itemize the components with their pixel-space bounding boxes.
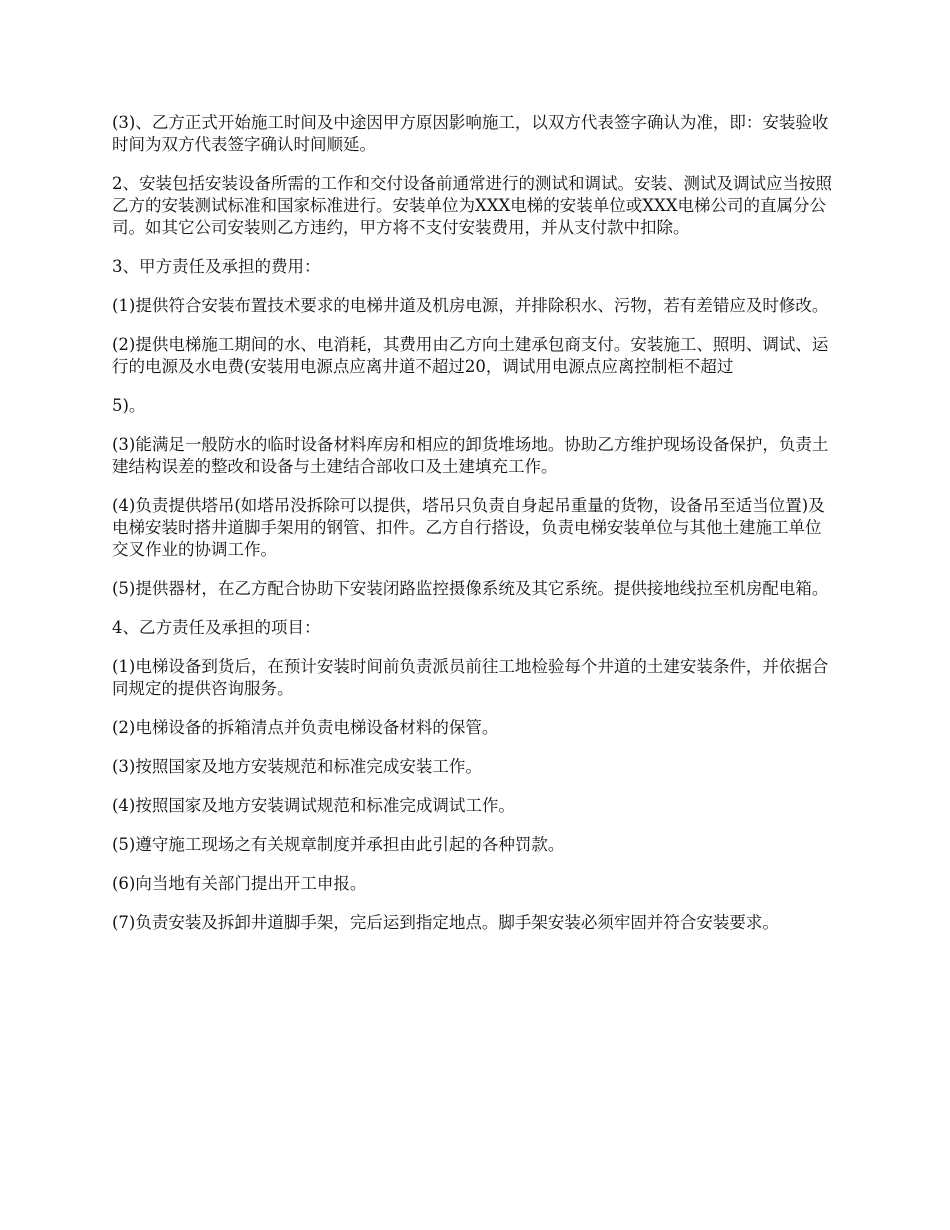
paragraph: (4)按照国家及地方安装调试规范和标准完成调试工作。 xyxy=(112,796,515,815)
paragraph: (6)向当地有关部门提出开工申报。 xyxy=(112,874,367,893)
paragraph: (5)提供器材，在乙方配合协助下安装闭路监控摄像系统及其它系统。提供接地线拉至机房配电箱。 xyxy=(112,579,829,598)
paragraph: (3)按照国家及地方安装规范和标准完成安装工作。 xyxy=(112,757,482,776)
paragraph: (4)负责提供塔吊(如塔吊没拆除可以提供，塔吊只负责自身起吊重量的货物，设备吊至适当位置)及电梯安装时搭井道脚手架用的钢管、扣件。乙方自行搭设，负责电梯安装单位与其他土建施工单位交叉作业的协调工作。 xyxy=(112,496,825,559)
paragraph: (2)提供电梯施工期间的水、电消耗，其费用由乙方向土建承包商支付。安装施工、照明、调试、运行的电源及水电费(安装用电源点应离井道不超过20，调试用电源点应离控制柜不超过 xyxy=(112,335,829,376)
paragraph: (7)负责安装及拆卸井道脚手架，完后运到指定地点。脚手架安装必须牢固并符合安装要求。 xyxy=(112,913,779,932)
paragraph: (3)能满足一般防水的临时设备材料库房和相应的卸货堆场地。协助乙方维护现场设备保护，负责土建结构误差的整改和设备与土建结合部收口及土建填充工作。 xyxy=(112,435,829,476)
section-heading: 4、乙方责任及承担的项目： xyxy=(112,618,321,637)
paragraph: (5)遵守施工现场之有关规章制度并承担由此引起的各种罚款。 xyxy=(112,835,565,854)
paragraph: (2)电梯设备的拆箱清点并负责电梯设备材料的保管。 xyxy=(112,718,499,737)
section-heading: 3、甲方责任及承担的费用： xyxy=(112,257,321,276)
paragraph: (1)电梯设备到货后，在预计安装时间前负责派员前往工地检验每个井道的土建安装条件，并依据合同规定的提供咨询服务。 xyxy=(112,657,829,698)
paragraph: (1)提供符合安装布置技术要求的电梯井道及机房电源，并排除积水、污物，若有差错应及时修改。 xyxy=(112,296,829,315)
paragraph: (3)、乙方正式开始施工时间及中途因甲方原因影响施工，以双方代表签字确认为准，即：安装验收时间为双方代表签字确认时间顺延。 xyxy=(112,113,829,154)
paragraph: 2、安装包括安装设备所需的工作和交付设备前通常进行的测试和调试。安装、测试及调试应当按照乙方的安装测试标准和国家标准进行。安装单位为XXX电梯的安装单位或XXX电梯公司的直属分公司。如其它公司安装则乙方违约，甲方将不支付安装费用，并从支付款中扣除。 xyxy=(112,174,832,237)
document-body xyxy=(112,112,834,951)
paragraph: 5)。 xyxy=(112,396,146,415)
